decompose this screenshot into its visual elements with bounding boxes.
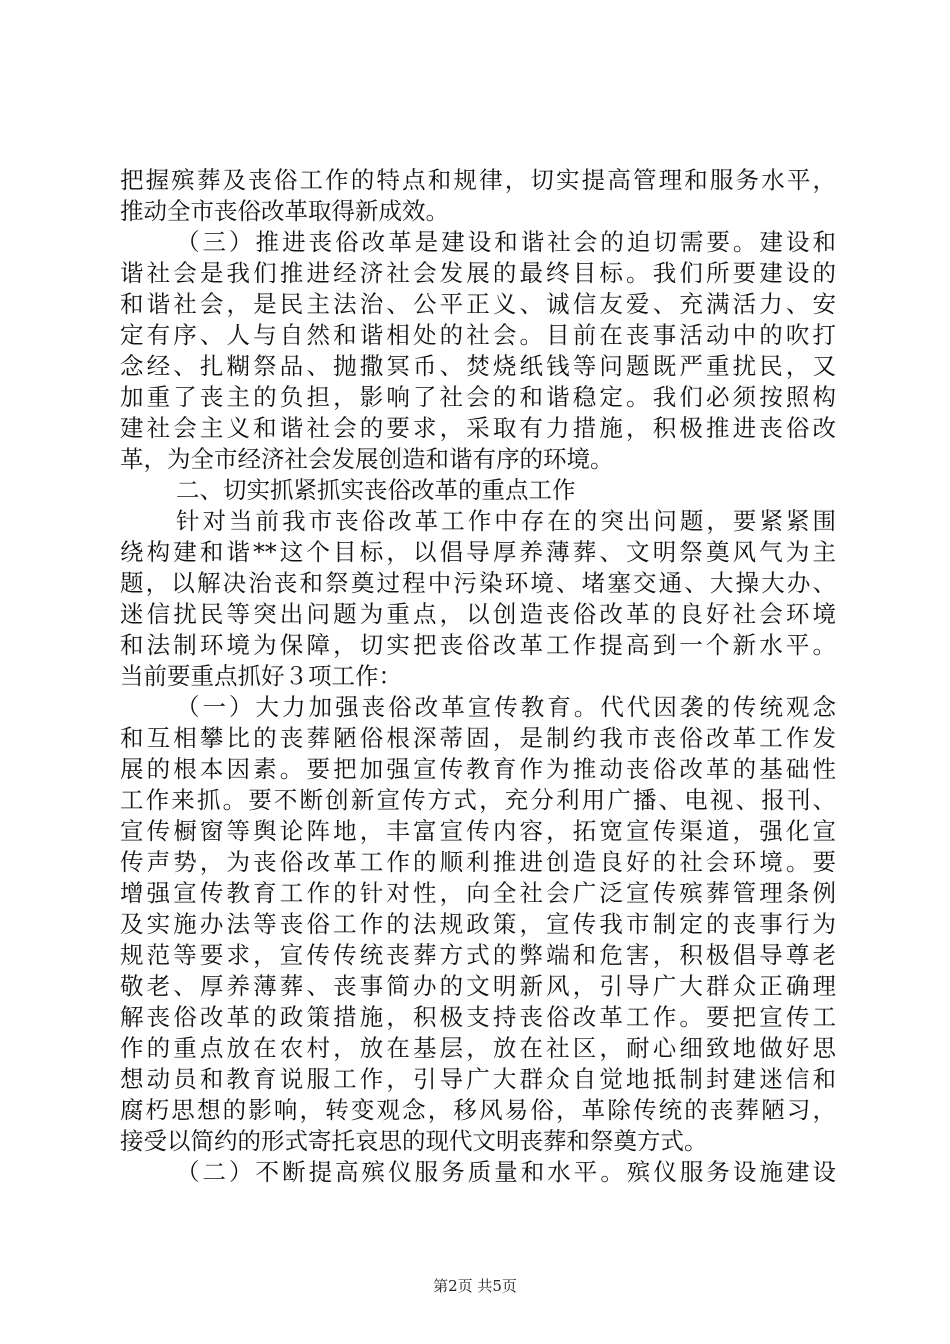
text-line: 把握殡葬及丧俗工作的特点和规律，切实提高管理和服务水平， (120, 166, 836, 194)
text-line: 工作来抓。要不断创新宣传方式，充分利用广播、电视、报刊、 (120, 786, 836, 814)
text-line: 接受以简约的形式寄托哀思的现代文明丧葬和祭奠方式。 (120, 1127, 708, 1155)
text-line: （一）大力加强丧俗改革宣传教育。代代因袭的传统观念 (176, 693, 836, 721)
text-line: 想动员和教育说服工作，引导广大群众自觉地抵制封建迷信和 (120, 1065, 836, 1093)
text-line: 建社会主义和谐社会的要求，采取有力措施，积极推进丧俗改 (120, 414, 836, 442)
text-line: 敬老、厚养薄葬、丧事简办的文明新风，引导广大群众正确理 (120, 972, 836, 1000)
text-line: （三）推进丧俗改革是建设和谐社会的迫切需要。建设和 (176, 228, 836, 256)
text-line: 二、切实抓紧抓实丧俗改革的重点工作 (176, 476, 576, 504)
document-body (120, 165, 836, 1188)
text-line: 宣传橱窗等舆论阵地，丰富宣传内容，拓宽宣传渠道，强化宣 (120, 817, 836, 845)
text-line: 及实施办法等丧俗工作的法规政策，宣传我市制定的丧事行为 (120, 910, 836, 938)
page-footer (0, 1276, 950, 1296)
text-line: 和法制环境为保障，切实把丧俗改革工作提高到一个新水平。 (120, 631, 836, 659)
text-line: 和谐社会，是民主法治、公平正义、诚信友爱、充满活力、安 (120, 290, 836, 318)
text-line: 加重了丧主的负担，影响了社会的和谐稳定。我们必须按照构 (120, 383, 836, 411)
page-indicator: 第2页 共5页 (433, 1277, 517, 1295)
text-line: 展的根本因素。要把加强宣传教育作为推动丧俗改革的基础性 (120, 755, 836, 783)
text-line: 增强宣传教育工作的针对性，向全社会广泛宣传殡葬管理条例 (120, 879, 836, 907)
text-line: 绕构建和谐**这个目标，以倡导厚养薄葬、文明祭奠风气为主 (120, 538, 836, 566)
text-line: 腐朽思想的影响，转变观念，移风易俗，革除传统的丧葬陋习， (120, 1096, 836, 1124)
text-line: 革，为全市经济社会发展创造和谐有序的环境。 (120, 445, 614, 473)
text-line: 作的重点放在农村，放在基层，放在社区，耐心细致地做好思 (120, 1034, 836, 1062)
text-line: 念经、扎糊祭品、抛撒冥币、焚烧纸钱等问题既严重扰民，又 (120, 352, 836, 380)
text-line: 谐社会是我们推进经济社会发展的最终目标。我们所要建设的 (120, 259, 836, 287)
text-line: 当前要重点抓好３项工作： (120, 662, 402, 690)
text-line: 规范等要求，宣传传统丧葬方式的弊端和危害，积极倡导尊老 (120, 941, 836, 969)
text-line: 迷信扰民等突出问题为重点，以创造丧俗改革的良好社会环境 (120, 600, 836, 628)
text-line: 传声势，为丧俗改革工作的顺利推进创造良好的社会环境。要 (120, 848, 836, 876)
text-line: 定有序、人与自然和谐相处的社会。目前在丧事活动中的吹打 (120, 321, 836, 349)
text-line: （二）不断提高殡仪服务质量和水平。殡仪服务设施建设 (176, 1158, 836, 1186)
text-line: 推动全市丧俗改革取得新成效。 (120, 197, 449, 225)
text-line: 解丧俗改革的政策措施，积极支持丧俗改革工作。要把宣传工 (120, 1003, 836, 1031)
text-line: 和互相攀比的丧葬陋俗根深蒂固，是制约我市丧俗改革工作发 (120, 724, 836, 752)
text-line: 题，以解决治丧和祭奠过程中污染环境、堵塞交通、大操大办、 (120, 569, 836, 597)
text-line: 针对当前我市丧俗改革工作中存在的突出问题，要紧紧围 (176, 507, 836, 535)
